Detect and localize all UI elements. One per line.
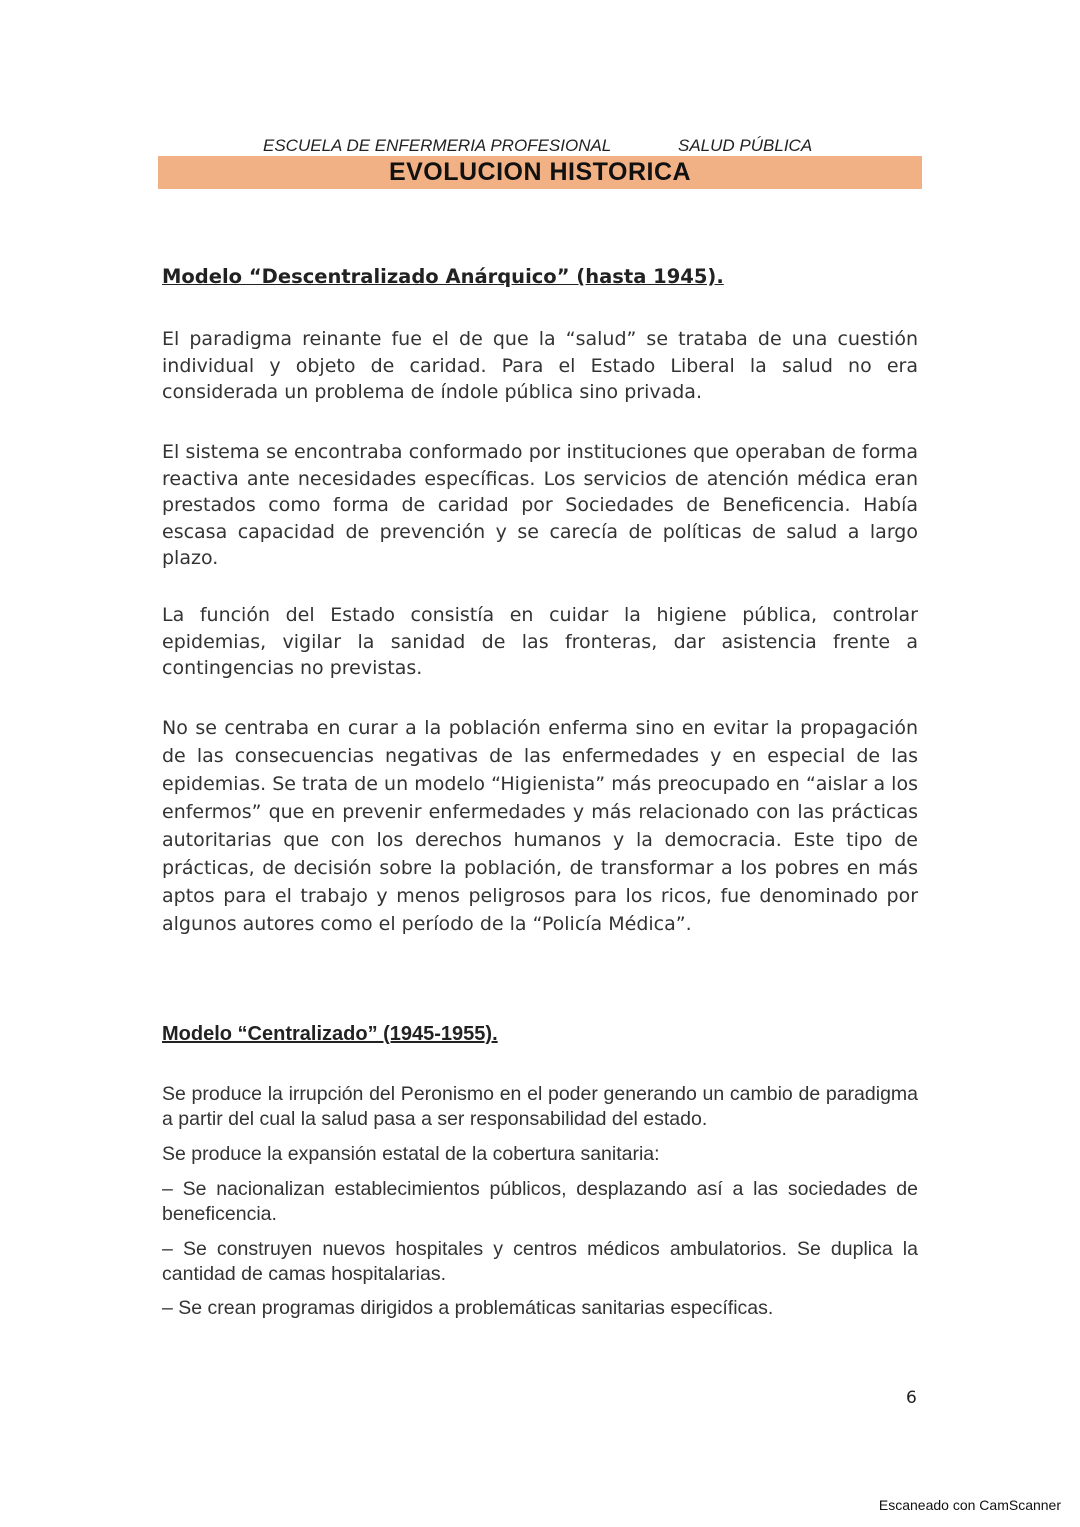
section1-heading: Modelo “Descentralizado Anárquico” (hasta 1945). [162, 265, 724, 288]
paragraph: No se centraba en curar a la población enferma sino en evitar la propagación de las consecuencias negativas de las enfermedades y en especial de las epidemias. Se trata de un modelo “Higienista” más preocupado en “aislar a los enfermos” que en prevenir enfermedades y más relacionado con las prácticas autoritarias que con los derechos humanos y la democracia. Este tipo de prácticas, de decisión sobre la población, de transformar a los pobres en más aptos para el trabajo y menos peligrosos para los ricos, fue denominado por algunos autores como el período de la “Policía Médica”. [162, 717, 918, 935]
page-number: 6 [906, 1388, 917, 1408]
list-item: – Se crean programas dirigidos a problemáticas sanitarias específicas. [162, 1297, 774, 1319]
school-name: ESCUELA DE ENFERMERIA PROFESIONAL [263, 136, 612, 155]
paragraph: La función del Estado consistía en cuidar la higiene pública, controlar epidemias, vigilar la sanidad de las fronteras, dar asistencia frente a contingencias no previstas. [162, 604, 918, 679]
paragraph: Se produce la irrupción del Peronismo en el poder generando un cambio de paradigma a partir del cual la salud pasa a ser responsabilidad del estado. [162, 1083, 918, 1130]
paragraph: El sistema se encontraba conformado por instituciones que operaban de forma reactiva ante necesidades específicas. Los servicios de atención médica eran prestados como forma de caridad por Sociedades de Beneficencia. Había escasa capacidad de prevención y se carecía de políticas de salud a largo plazo. [162, 441, 918, 569]
document-title: EVOLUCION HISTORICA [158, 156, 922, 189]
list-item: – Se construyen nuevos hospitales y centros médicos ambulatorios. Se duplica la cantidad de camas hospitalarias. [162, 1238, 918, 1285]
paragraph: El paradigma reinante fue el de que la “salud” se trataba de una cuestión individual y objeto de caridad. Para el Estado Liberal la salud no era considerada un problema de índole pública sino privada. [162, 328, 918, 403]
paragraph: Se produce la expansión estatal de la cobertura sanitaria: [162, 1143, 660, 1165]
scanner-watermark: Escaneado con CamScanner [878, 1497, 1061, 1513]
page-header [158, 136, 922, 158]
section2-heading: Modelo “Centralizado” (1945-1955). [162, 1023, 498, 1045]
list-item: – Se nacionalizan establecimientos públicos, desplazando así a las sociedades de beneficencia. [162, 1178, 918, 1225]
subject-name: SALUD PÚBLICA [678, 136, 813, 155]
